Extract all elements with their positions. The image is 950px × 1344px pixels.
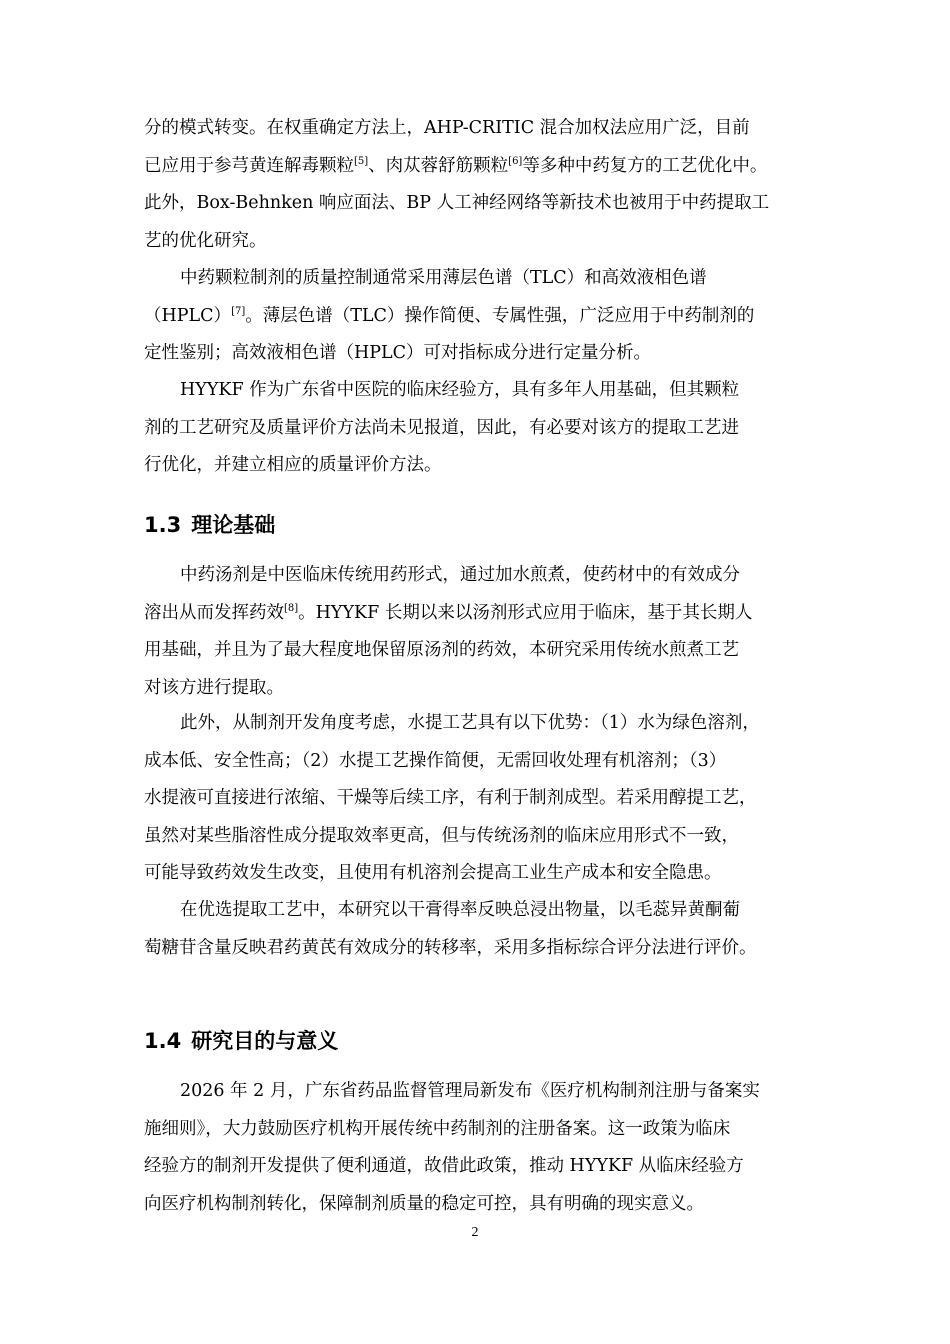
section-heading-1-4 — [144, 1026, 338, 1056]
section-title: 理论基础 — [191, 513, 276, 537]
text-line: 可能导致药效发生改变，且使用有机溶剂会提高工业生产成本和安全隐患。 — [144, 863, 722, 883]
text-line: 对该方进行提取。 — [144, 677, 284, 698]
citation-8: [8] — [284, 602, 299, 614]
text-line: 萄糖苷含量反映君药黄芪有效成分的转移率，采用多指标综合评分法进行评价。 — [144, 937, 757, 958]
text-line: 经验方的制剂开发提供了便利通道，故借此政策，推动 HYYKF 从临床经验方 — [144, 1156, 744, 1176]
text-span: 。HYYKF 长期以来以汤剂形式应用于临床，基于其长期人 — [298, 602, 753, 623]
text-span: 已应用于参芎黄连解毒颗粒 — [144, 155, 354, 176]
paragraph-water-extraction — [144, 705, 816, 893]
text-line: 剂的工艺研究及质量评价方法尚未见报道，因此，有必要对该方的提取工艺进 — [144, 417, 739, 438]
page-number: 2 — [471, 1225, 479, 1240]
text-line: 2026 年 2 月，广东省药品监督管理局新发布《医疗机构制剂注册与备案实 — [180, 1081, 760, 1101]
text-line: 在优选提取工艺中，本研究以干膏得率反映总浸出物量，以毛蕊异黄酮葡 — [180, 900, 740, 920]
text-span: 等多种中药复方的工艺优化中。 — [522, 155, 768, 176]
paragraph-decoction — [144, 557, 816, 707]
text-line — [144, 148, 816, 186]
text-line: 成本低、安全性高；（2）水提工艺操作简便，无需回收处理有机溶剂；（3） — [144, 750, 727, 771]
text-line: 此外，Box-Behnken 响应面法、BP 人工神经网络等新技术也被用于中药提取工 — [144, 193, 770, 213]
section-heading-1-3 — [144, 510, 275, 540]
paragraph-research-purpose — [144, 1073, 816, 1223]
text-span: 。薄层色谱（TLC）操作简便、专属性强，广泛应用于中药制剂的 — [245, 305, 755, 326]
text-line: 用基础，并且为了最大程度地保留原汤剂的药效，本研究采用传统水煎煮工艺 — [144, 640, 739, 660]
text-line: 分的模式转变。在权重确定方法上，AHP-CRITIC 混合加权法应用广泛，目前 — [144, 118, 750, 138]
text-line: 中药颗粒制剂的质量控制通常采用薄层色谱（TLC）和高效液相色谱 — [180, 268, 707, 288]
text-line: 定性鉴别；高效液相色谱（HPLC）可对指标成分进行定量分析。 — [144, 343, 652, 363]
paragraph-hyykf-background — [144, 372, 816, 485]
citation-7: [7] — [231, 305, 246, 317]
section-number: 1.4 — [144, 1029, 182, 1053]
text-line: 虽然对某些脂溶性成分提取效率更高，但与传统汤剂的临床应用形式不一致， — [144, 825, 739, 846]
text-line: 水提液可直接进行浓缩、干燥等后续工序，有利于制剂成型。若采用醇提工艺， — [144, 788, 757, 808]
text-line: 向医疗机构制剂转化，保障制剂质量的稳定可控，具有明确的现实意义。 — [144, 1193, 704, 1214]
text-line: 艺的优化研究。 — [144, 230, 267, 251]
text-line: 此外，从制剂开发角度考虑，水提工艺具有以下优势：（1）水为绿色溶剂， — [180, 713, 760, 733]
text-span: 溶出从而发挥药效 — [144, 602, 284, 623]
text-span: 、肉苁蓉舒筋颗粒 — [368, 155, 509, 176]
text-line: HYYKF 作为广东省中医院的临床经验方，具有多年人用基础，但其颗粒 — [180, 380, 740, 400]
text-line: 中药汤剂是中医临床传统用药形式，通过加水煎煮，使药材中的有效成分 — [180, 565, 740, 585]
text-line: 施细则》，大力鼓励医疗机构开展传统中药制剂的注册备案。这一政策为临床 — [144, 1118, 731, 1139]
citation-5: [5] — [354, 155, 369, 167]
section-title: 研究目的与意义 — [191, 1029, 339, 1053]
paragraph-weight-methods — [144, 110, 816, 260]
section-number: 1.3 — [144, 513, 182, 537]
text-line — [144, 298, 816, 336]
text-line: 行优化，并建立相应的质量评价方法。 — [144, 455, 442, 475]
paragraph-evaluation — [144, 892, 816, 967]
text-line — [144, 595, 816, 633]
citation-6: [6] — [508, 155, 523, 167]
text-span: （HPLC） — [144, 305, 232, 326]
paragraph-quality-control — [144, 260, 816, 373]
